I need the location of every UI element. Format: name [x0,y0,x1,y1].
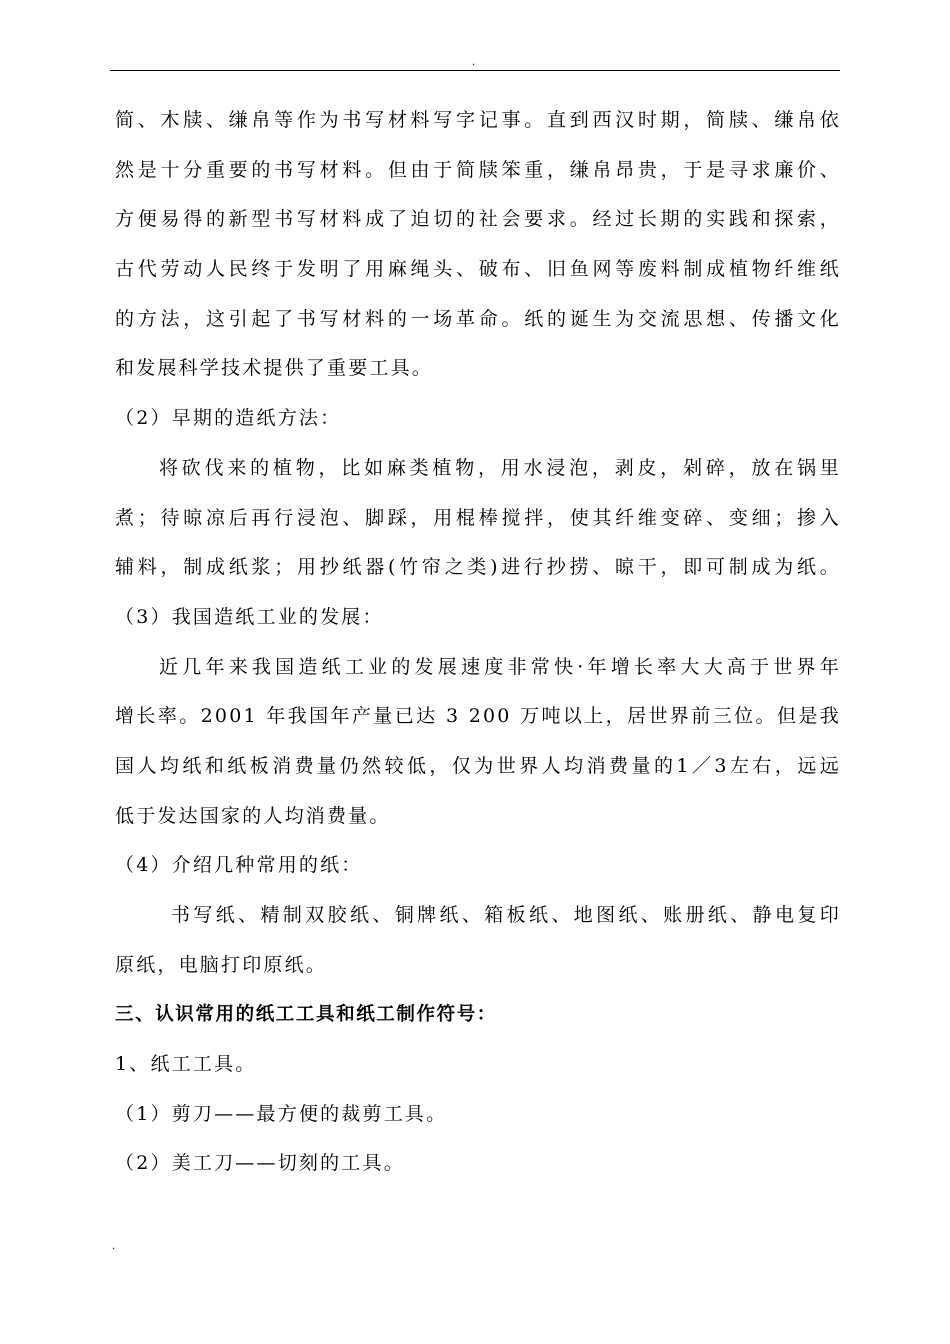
paragraph-line: 的方法，这引起了书写材料的一场革命。纸的诞生为交流思想、传播文化 [115,307,841,330]
subheading: 1、纸工工具。 [115,1053,257,1076]
paragraph-line: 增长率。2001 年我国年产量已达 3 200 万吨以上，居世界前三位。但是我 [115,705,841,728]
header-mark: . [472,57,476,68]
list-item: （1）剪刀——最方便的裁剪工具。 [115,1102,448,1125]
subheading: （4）介绍几种常用的纸： [115,854,363,877]
paragraph-line: 原纸，电脑打印原纸。 [115,953,328,976]
paragraph-line: 书写纸、精制双胶纸、铜牌纸、箱板纸、地图纸、账册纸、静电复印 [171,904,841,926]
paragraph-line: 近几年来我国造纸工业的发展速度非常快·年增长率大大高于世界年 [159,655,841,678]
subheading: （3）我国造纸工业的发展： [115,605,384,628]
paragraph-line: 国人均纸和纸板消费量仍然较低，仅为世界人均消费量的1／3左右，远远 [115,754,841,777]
paragraph-line: 煮；待晾凉后再行浸泡、脚踩，用棍棒搅拌，使其纤维变碎、变细；掺入 [115,506,841,529]
paragraph-line: 简、木牍、缣帛等作为书写材料写字记事。直到西汉时期，简牍、缣帛依 [115,109,841,131]
section-heading: 三、认识常用的纸工工具和纸工制作符号： [115,1004,497,1026]
paragraph-line: 古代劳动人民终于发明了用麻绳头、破布、旧鱼网等废料制成植物纤维纸 [115,258,841,281]
header-rule [110,70,840,71]
list-item: （2）美工刀——切刻的工具。 [115,1152,405,1175]
footer-mark: . [112,1241,116,1252]
paragraph-line: 将砍伐来的植物，比如麻类植物，用水浸泡，剥皮，剁碎，放在锅里 [159,456,841,479]
paragraph-line: 辅料，制成纸浆；用抄纸器(竹帘之类)进行抄捞、晾干，即可制成为纸。 [115,556,841,579]
paragraph-line: 然是十分重要的书写材料。但由于简牍笨重，缣帛昂贵，于是寻求廉价、 [115,158,841,181]
paragraph-line: 和发展科学技术提供了重要工具。 [115,357,434,380]
paragraph-line: 方便易得的新型书写材料成了迫切的社会要求。经过长期的实践和探索， [115,208,841,231]
paragraph-line: 低于发达国家的人均消费量。 [115,804,391,827]
subheading: （2）早期的造纸方法： [115,407,342,430]
body-text [115,96,841,1189]
